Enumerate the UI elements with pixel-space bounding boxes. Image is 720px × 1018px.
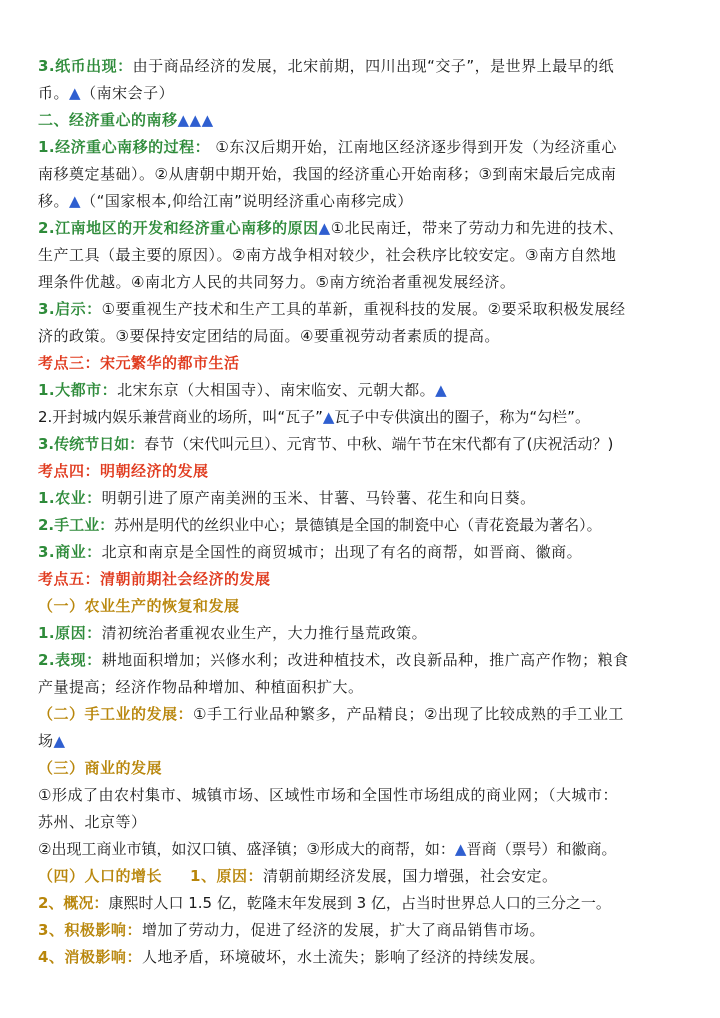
paper-money-line	[38, 55, 698, 77]
south-shift-process-line	[38, 136, 698, 158]
heading-positive: 3、积极影响：	[38, 921, 142, 939]
heading-agriculture: 1.农业：	[38, 489, 102, 507]
positive-impact-line	[38, 919, 698, 941]
text-line: ①形成了由农村集市、城镇市场、区域性市场和全国性市场组成的商业网；（大城市：	[38, 786, 618, 804]
agriculture-line	[38, 487, 698, 509]
subsection-population	[38, 865, 698, 887]
subsection-title: （四）人口的增长	[38, 867, 163, 885]
heading-handicraft: 2.手工业：	[38, 516, 115, 534]
paper-money-line-2	[38, 82, 698, 104]
text-line: 济的政策。③要保持安定团结的局面。④要重视劳动者素质的提高。	[38, 327, 500, 345]
south-shift-reason-line	[38, 217, 698, 239]
text: （“国家根本,仰给江南”说明经济重心南移完成）	[81, 192, 413, 210]
heading-cause: 1、原因：	[190, 867, 263, 885]
text: 2.开封城内娱乐兼营商业的场所，叫“瓦子”	[38, 408, 323, 426]
triangle-icon: ▲▲▲	[177, 111, 214, 129]
text: （南宋会子）	[81, 84, 175, 102]
wazi-line	[38, 406, 698, 428]
triangle-icon: ▲	[322, 408, 335, 426]
inspiration-line	[38, 298, 698, 320]
text: 瓦子中专供演出的圈子，称为“勾栏”。	[334, 408, 590, 426]
commerce-line	[38, 541, 698, 563]
triangle-icon: ▲	[435, 381, 448, 399]
text: ①手工行业品种繁多，产品精良；②出现了比较成熟的手工业工	[193, 705, 624, 723]
text: 币。	[38, 84, 70, 102]
triangle-icon: ▲	[69, 192, 82, 210]
subsection-title: （二）手工业的发展：	[38, 705, 194, 723]
festival-line	[38, 433, 698, 455]
overview-line	[38, 892, 698, 914]
text: 增加了劳动力，促进了经济的发展，扩大了商品销售市场。	[141, 921, 545, 939]
text: 由于商品经济的发展，北宋前期，四川出现“交子”，是世界上最早的纸	[132, 57, 615, 75]
heading-cause: 1.原因：	[38, 624, 102, 642]
text-line: 理条件优越。④南北方人民的共同努力。⑤南方统治者重视发展经济。	[38, 273, 516, 291]
text: 清初统治者重视农业生产，大力推行垦荒政策。	[101, 624, 428, 642]
text-line	[38, 838, 698, 860]
text: ②出现工商业市镇，如汉口镇、盛泽镇；③形成大的商帮，如：	[38, 840, 455, 858]
cause-line	[38, 622, 698, 644]
text-line	[38, 190, 698, 212]
subsection-handicraft	[38, 703, 698, 725]
manifestation-line	[38, 649, 698, 671]
text-line: 生产工具（最主要的原因）。②南方战争相对较少，社会秩序比较安定。③南方自然地	[38, 246, 617, 264]
text: 人地矛盾，环境破坏，水土流失；影响了经济的持续发展。	[141, 948, 545, 966]
heading-inspiration: 3.启示：	[38, 300, 102, 318]
triangle-icon: ▲	[454, 840, 467, 858]
text: 移。	[38, 192, 70, 210]
heading-reason: 2.江南地区的开发和经济重心南移的原因	[38, 219, 319, 237]
text: 北宋东京（大相国寺）、南宋临安、元朝大都。	[117, 381, 436, 399]
section-heading-2	[38, 109, 698, 131]
exam-point-4-heading: 考点四：明朝经济的发展	[38, 462, 209, 480]
text: ①东汉后期开始，江南地区经济逐步得到开发（为经济重心	[210, 138, 617, 156]
heading-cities: 1.大都市：	[38, 381, 118, 399]
subsection-commerce: （三）商业的发展	[38, 759, 163, 777]
text: 场	[38, 732, 54, 750]
heading-negative: 4、消极影响：	[38, 948, 142, 966]
text-line: 产量提高；经济作物品种增加、种植面积扩大。	[38, 678, 364, 696]
heading-process: 1.经济重心南移的过程：	[38, 138, 211, 156]
text-line: 南移奠定基础）。②从唐朝中期开始，我国的经济重心开始南移；③到南宋最后完成南	[38, 165, 617, 183]
heading-commerce: 3.商业：	[38, 543, 102, 561]
text-line	[38, 730, 698, 752]
text: ①北民南迁，带来了劳动力和先进的技术、	[330, 219, 624, 237]
text: 春节（宋代叫元旦）、元宵节、中秋、端午节在宋代都有了(庆祝活动？)	[144, 435, 614, 453]
handicraft-line	[38, 514, 698, 536]
big-cities-line	[38, 379, 698, 401]
negative-impact-line	[38, 946, 698, 968]
heading-overview: 2、概况：	[38, 894, 109, 912]
text: 北京和南京是全国性的商贸城市；出现了有名的商帮，如晋商、徽商。	[101, 543, 583, 561]
heading-paper-money: 3.纸币出现：	[38, 57, 133, 75]
text: 耕地面积增加；兴修水利；改进种植技术，改良新品种，推广高产作物；粮食	[101, 651, 629, 669]
triangle-icon: ▲	[69, 84, 82, 102]
exam-point-5-heading: 考点五：清朝前期社会经济的发展	[38, 570, 271, 588]
exam-point-3-heading: 考点三：宋元繁华的都市生活	[38, 354, 240, 372]
triangle-icon: ▲	[53, 732, 66, 750]
text: 明朝引进了原产南美洲的玉米、甘薯、马铃薯、花生和向日葵。	[101, 489, 536, 507]
text-line: 苏州、北京等）	[38, 813, 147, 831]
heading-manifestation: 2.表现：	[38, 651, 102, 669]
triangle-icon: ▲	[318, 219, 331, 237]
heading-festival: 3.传统节日如：	[38, 435, 145, 453]
section-title: 二、经济重心的南移	[38, 111, 178, 129]
text: ①要重视生产技术和生产工具的革新，重视科技的发展。②要采取积极发展经	[101, 300, 626, 318]
text: 清朝前期经济发展，国力增强，社会安定。	[262, 867, 558, 885]
text: 苏州是明代的丝织业中心；景德镇是全国的制瓷中心（青花瓷最为著名）。	[114, 516, 602, 534]
text: 晋商（票号）和徽商。	[466, 840, 617, 858]
subsection-agriculture: （一）农业生产的恢复和发展	[38, 597, 240, 615]
text: 康熙时人口 1.5 亿，乾隆末年发展到 3 亿，占当时世界总人口的三分之一。	[108, 894, 611, 912]
